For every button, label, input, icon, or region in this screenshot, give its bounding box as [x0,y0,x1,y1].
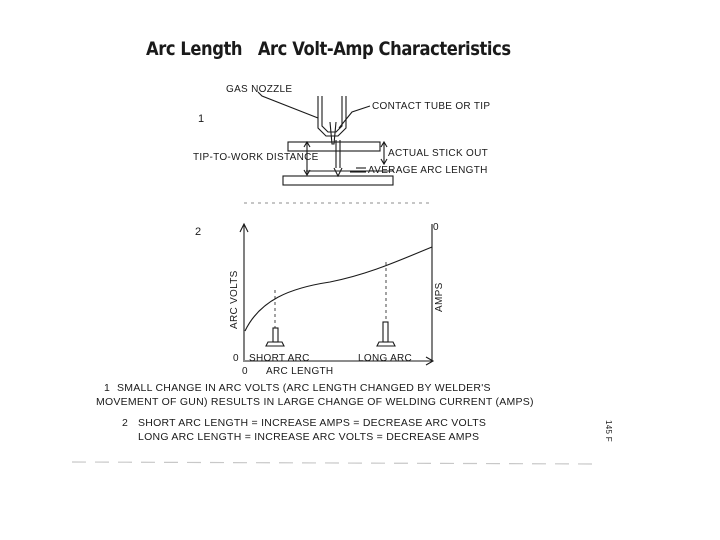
note-1-line-2: MOVEMENT OF GUN) RESULTS IN LARGE CHANGE OF WELDING CURRENT (AMPS) [96,396,534,408]
short-arc-label: SHORT ARC [249,353,310,364]
y-axis-label-amps: AMPS [434,282,445,312]
note-2-line-1: SHORT ARC LENGTH = INCREASE AMPS = DECREASE ARC VOLTS [138,417,487,429]
figure-1-number: 1 [198,113,205,125]
contact-tube-label: CONTACT TUBE OR TIP [372,101,491,112]
long-arc-label: LONG ARC [358,353,413,364]
page-code: 145 F [604,420,613,442]
tip-to-work-label: TIP-TO-WORK DISTANCE [193,152,319,163]
title-characteristics: Arc Volt-Amp Characteristics [257,38,511,60]
page-title [146,38,511,60]
gas-nozzle-label: GAS NOZZLE [226,84,293,95]
origin-bottom-label: 0 [242,366,248,377]
long-arc-gun [377,262,395,346]
contact-tube-drawing [330,122,336,144]
short-arc-gun [266,290,284,346]
x-axis-label-arc-length: ARC LENGTH [266,366,334,377]
right-top-zero-label: 0 [433,222,439,233]
graph-frame [240,224,433,365]
volt-amp-curve [245,247,432,331]
actual-stick-out-label: ACTUAL STICK OUT [388,148,488,159]
figure-2-number: 2 [195,226,202,238]
note-2-number: 2 [122,417,129,429]
workpiece-plates [283,142,394,185]
origin-left-label: 0 [233,353,239,364]
title-arc-length: Arc Length [146,38,243,60]
note-1-number: 1 [104,382,111,394]
gas-nozzle-drawing [318,96,346,136]
note-1-line-1: SMALL CHANGE IN ARC VOLTS (ARC LENGTH CHANGED BY WELDER'S [117,382,491,394]
average-arc-length-label: AVERAGE ARC LENGTH [368,165,488,176]
note-2-line-2: LONG ARC LENGTH = INCREASE ARC VOLTS = DECREASE AMPS [138,431,480,443]
y-axis-label-arc-volts: ARC VOLTS [229,270,240,329]
